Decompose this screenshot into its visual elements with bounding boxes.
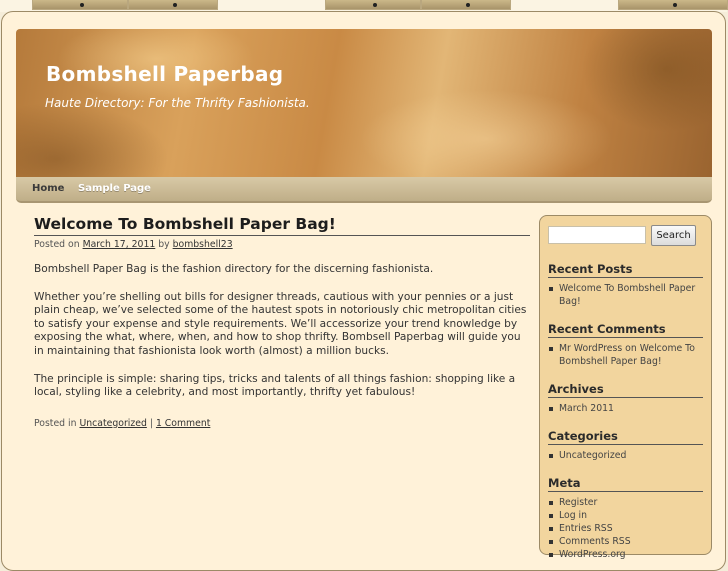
archive-link[interactable]: March 2011 xyxy=(548,402,703,415)
search-input[interactable] xyxy=(548,226,646,244)
widget-categories xyxy=(548,429,703,462)
widget-archives xyxy=(548,382,703,415)
posted-in-label: Posted in xyxy=(34,417,77,429)
header-banner xyxy=(16,29,712,177)
recent-comment-item xyxy=(548,342,703,368)
widget-title: Archives xyxy=(548,382,703,398)
meta-login-link[interactable]: Log in xyxy=(548,509,703,522)
post-paragraph: Whether you’re shelling out bills for designer threads, cautious with your pennies or a just plain cheap, we’ve selected some of the hautest spots in notoriously chic metropolitan cities to satisfy your expense and style requirements. We’ll accessorize your trend knowledge by exposing the what, where, when, and how to shop thrifty. Bombsell Paperbag will guide you in maintaining that fashionista look worth (almost) a million bucks. xyxy=(34,290,527,357)
meta-entries-rss-link[interactable]: Entries RSS xyxy=(548,522,703,535)
meta-register-link[interactable]: Register xyxy=(548,496,703,509)
meta-separator: | xyxy=(149,417,153,429)
category-item-link[interactable]: Uncategorized xyxy=(548,449,703,462)
comment-on-label: on xyxy=(625,343,637,354)
search-form xyxy=(548,225,703,247)
main-nav xyxy=(16,177,712,203)
post-meta xyxy=(34,239,530,250)
post-title[interactable]: Welcome To Bombshell Paper Bag! xyxy=(34,215,530,236)
post-paragraph: Bombshell Paper Bag is the fashion directory for the discerning fashionista. xyxy=(34,263,434,275)
main-content xyxy=(34,215,530,429)
post-paragraph: The principle is simple: sharing tips, tricks and talents of all things fashion: shopping like a local, styling like a celebrity, and most importantly, thrifty yet fabulous! xyxy=(34,372,516,399)
post-footer-meta xyxy=(34,418,530,429)
sidebar xyxy=(539,215,712,560)
search-button[interactable]: Search xyxy=(651,225,696,246)
top-tab-decoration xyxy=(325,0,421,10)
widget-title: Recent Posts xyxy=(548,262,703,278)
top-tab-decoration xyxy=(32,0,128,10)
widget-recent-posts xyxy=(548,262,703,308)
widget-title: Meta xyxy=(548,476,703,492)
site-description: Haute Directory: For the Thrifty Fashionista. xyxy=(45,96,310,110)
top-tab-decoration xyxy=(618,0,728,10)
category-link[interactable]: Uncategorized xyxy=(79,417,147,429)
comment-author-link[interactable]: Mr WordPress xyxy=(559,343,623,354)
post-date-link[interactable]: March 17, 2011 xyxy=(82,239,156,250)
widget-meta xyxy=(548,476,703,561)
meta-comments-rss-link[interactable]: Comments RSS xyxy=(548,535,703,548)
widget-title: Recent Comments xyxy=(548,322,703,338)
meta-prefix: Posted on xyxy=(34,239,80,250)
site-title[interactable]: Bombshell Paperbag xyxy=(46,62,284,86)
meta-by: by xyxy=(158,239,170,250)
top-tab-decoration xyxy=(421,0,511,10)
nav-item-home[interactable]: Home xyxy=(32,183,65,194)
top-tab-decoration xyxy=(128,0,218,10)
widget-recent-comments xyxy=(548,322,703,368)
post-author-link[interactable]: bombshell23 xyxy=(172,239,233,250)
recent-post-link[interactable]: Welcome To Bombshell Paper Bag! xyxy=(548,282,703,308)
comments-link[interactable]: 1 Comment xyxy=(155,417,211,429)
meta-wordpress-link[interactable]: WordPress.org xyxy=(548,548,703,561)
widget-title: Categories xyxy=(548,429,703,445)
nav-item-sample-page[interactable]: Sample Page xyxy=(78,183,151,194)
comment-post-link[interactable]: Welcome To Bombshell Paper Bag! xyxy=(559,343,695,367)
